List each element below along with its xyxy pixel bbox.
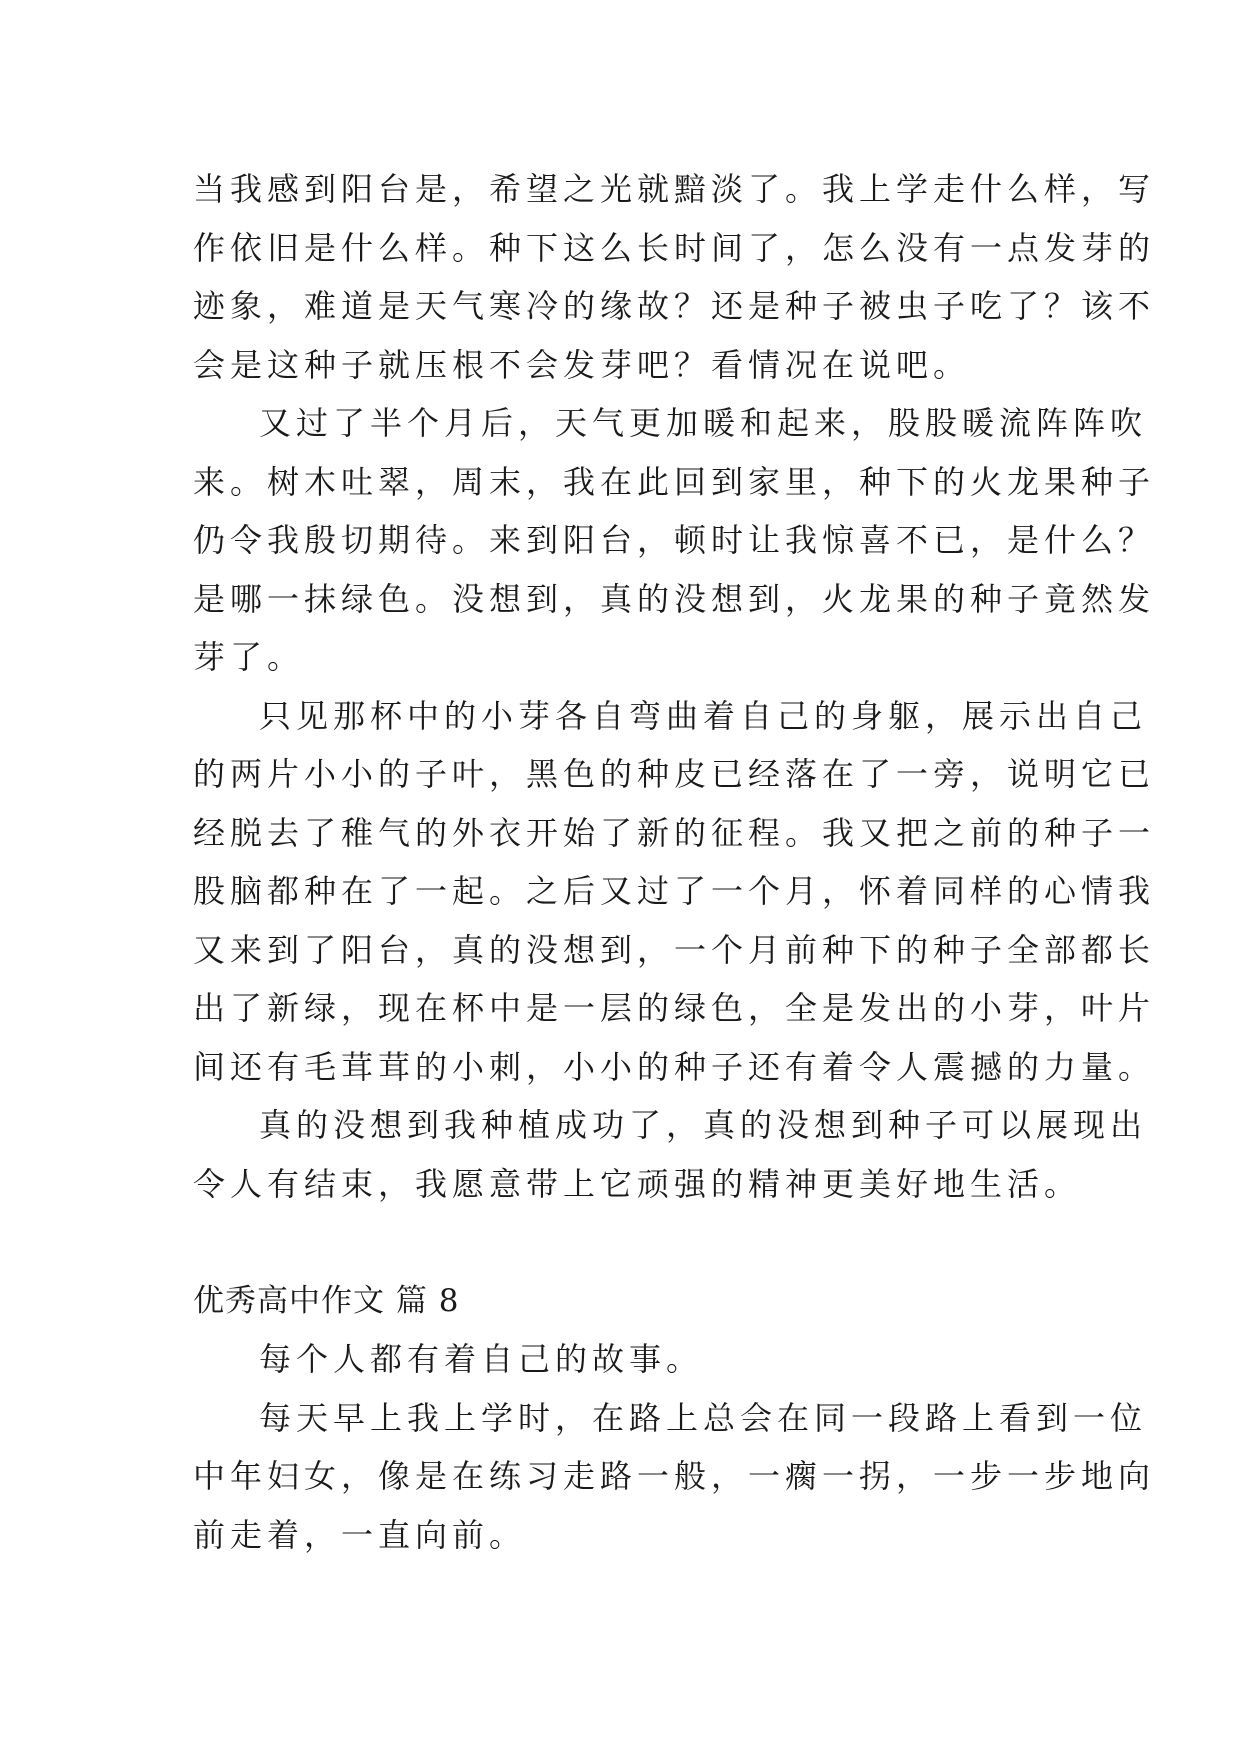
text-line: 经脱去了稚气的外衣开始了新的征程。我又把之前的种子一 [193,813,1156,852]
text-line: 会是这种子就压根不会发芽吧？看情况在说吧。 [193,345,971,384]
paragraph [193,394,1156,687]
text-line: 迹象，难道是天气寒冷的缘故？还是种子被虫子吃了？该不 [193,287,1156,325]
text-line: 中年妇女，像是在练习走路一般，一瘸一拐，一步一步地向 [193,1457,1156,1495]
text-line: 出了新绿，现在杯中是一层的绿色，全是发出的小芽，叶片 [193,989,1156,1027]
paragraph [193,160,1156,394]
text-line: 又来到了阳台，真的没想到，一个月前种下的种子全部都长 [193,930,1156,969]
text-line: 前走着，一直向前。 [193,1515,527,1554]
text-line: 每个人都有着自己的故事。 [259,1340,704,1378]
text-line: 芽了。 [193,638,305,676]
text-line: 来。树木吐翠，周末，我在此回到家里，种下的火龙果种子 [193,462,1156,501]
section-title: 优秀高中作文 篇 8 [193,1282,460,1319]
text-line: 当我感到阳台是，希望之光就黯淡了。我上学走什么样，写 [193,170,1156,208]
text-line: 每天早上我上学时，在路上总会在同一段路上看到一位 [259,1398,1148,1437]
text-line: 令人有结束，我愿意带上它顽强的精神更美好地生活。 [193,1164,1082,1203]
document-body [193,160,1156,1564]
paragraph [193,1096,1148,1213]
paragraph [193,1330,1053,1389]
text-line: 股脑都种在了一起。之后又过了一个月，怀着同样的心情我 [193,872,1156,910]
text-line: 又过了半个月后，天气更加暖和起来，股股暖流阵阵吹 [259,404,1148,442]
text-line: 作依旧是什么样。种下这么长时间了，怎么没有一点发芽的 [193,228,1156,267]
text-line: 真的没想到我种植成功了，真的没想到种子可以展现出 [259,1106,1148,1144]
text-line: 的两片小小的子叶，黑色的种皮已经落在了一旁，说明它已 [193,755,1156,793]
text-line: 仍令我殷切期待。来到阳台，顿时让我惊喜不已，是什么？ [193,521,1156,559]
text-line: 是哪一抹绿色。没想到，真的没想到，火龙果的种子竟然发 [193,579,1156,618]
text-line: 只见那杯中的小芽各自弯曲着自己的身躯，展示出自己 [259,696,1148,735]
text-line: 间还有毛茸茸的小刺，小小的种子还有着令人震撼的力量。 [193,1047,1156,1086]
paragraph [193,687,1156,1097]
paragraph [193,1389,1156,1565]
